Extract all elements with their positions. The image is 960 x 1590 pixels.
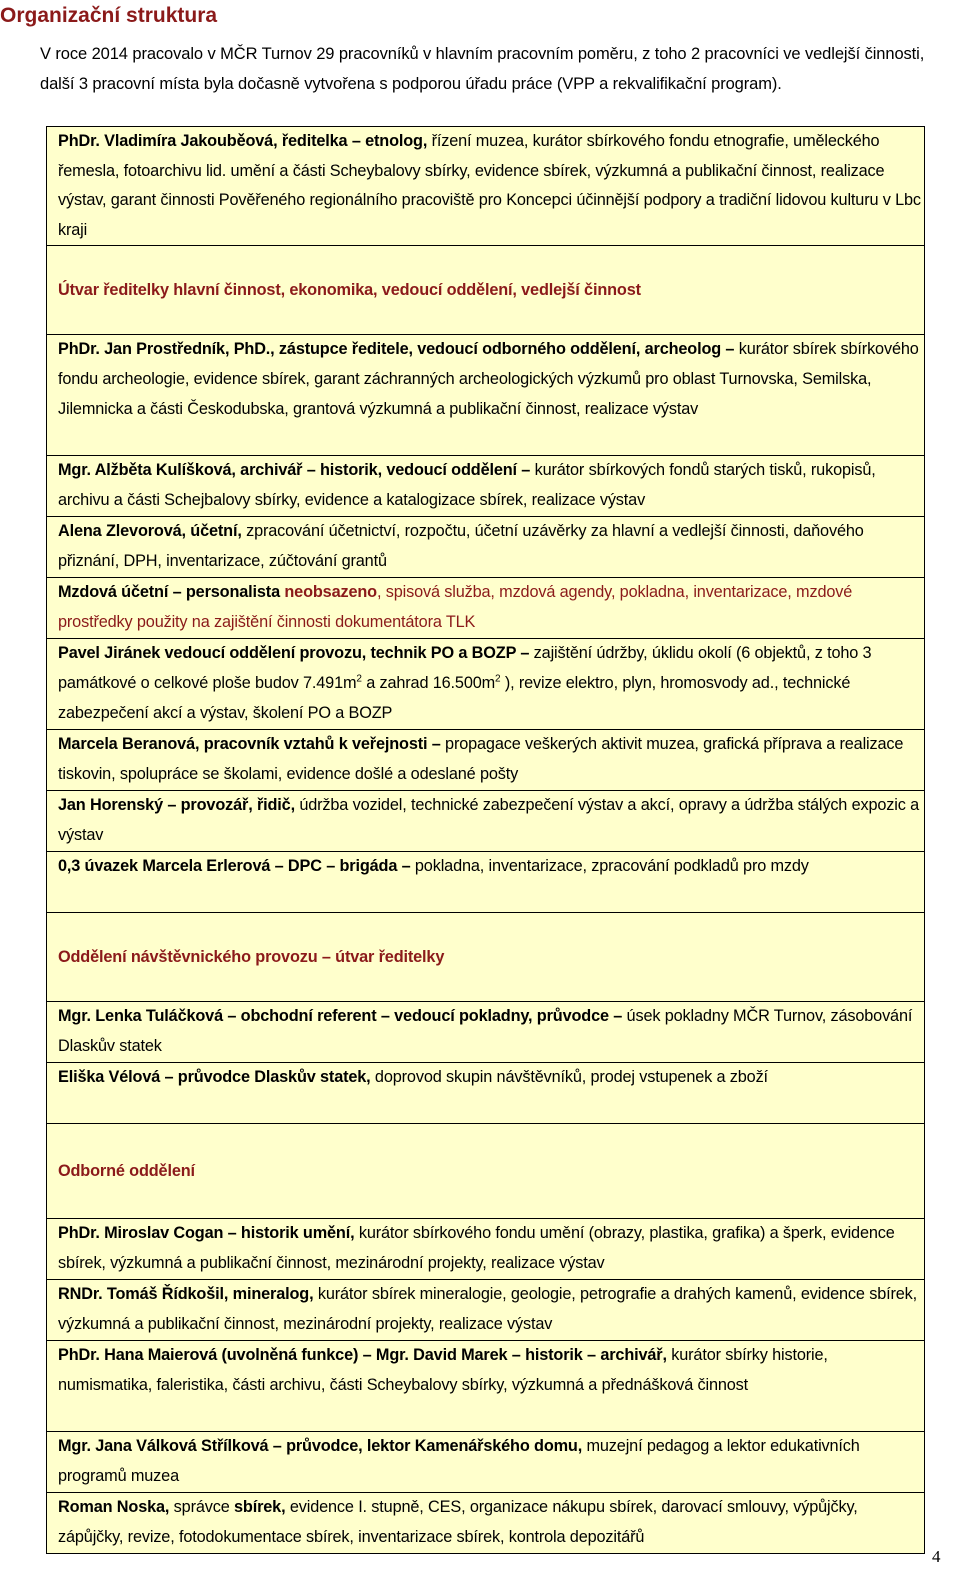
row-pr — [47, 730, 925, 791]
table-row — [47, 1341, 925, 1432]
staff-name: PhDr. Vladimíra Jakouběová, ředitelka – etnolog, — [58, 132, 428, 150]
section-heading: Útvar ředitelky hlavní činnost, ekonomika, vedoucí oddělení, vedlejší činnost — [58, 280, 641, 299]
row-accountant — [47, 517, 925, 578]
staff-duties: kurátor sbírek sbírkového fondu archeologie, evidence sbírek, garant záchranných archeologických výzkumů pro oblast Turnovska, Semilska, Jilemnicka a části Českodubska, grantová výzkumná a publikační činnost, realizace výstav — [58, 340, 919, 418]
row-director — [47, 127, 925, 246]
row-historian — [47, 1341, 925, 1432]
superscript: 2 — [495, 673, 501, 685]
section-heading: Odborné oddělení — [58, 1161, 195, 1180]
staff-duties: doprovod skupin návštěvníků, prodej vstupenek a zboží — [370, 1068, 768, 1087]
section-heading: Oddělení návštěvnického provozu – útvar ředitelky — [58, 947, 445, 966]
row-collections — [47, 1493, 925, 1554]
staff-duties: řízení muzea, kurátor sbírkového fondu etnografie, uměleckého řemesla, fotoarchivu lid. umění a části Scheybalovy sbírky, evidence sbírek, výzkumná a publikační činnost, realizace výstav, garant činnosti Pověřeného regionálního pracoviště pro Koncepci účinnější podpory a tradiční lidovou kulturu v Lbc kraji — [58, 132, 921, 239]
table-row — [47, 639, 925, 730]
staff-name: RNDr. Tomáš Řídkošil, mineralog, — [58, 1285, 314, 1304]
staff-duties: kurátor sbírkových fondů starých tisků, rukopisů, archivu a části Schejbalovy sbírky, evidence a katalogizace sbírek, realizace výstav — [58, 461, 876, 509]
staff-name: PhDr. Miroslav Cogan – historik umění, — [58, 1224, 355, 1243]
table-row — [47, 246, 925, 335]
staff-name: Jan Horenský – provozář, řidič, — [58, 796, 295, 815]
row-operations — [47, 639, 925, 730]
staff-duties: muzejní pedagog a lektor edukativních programů muzea — [58, 1437, 860, 1485]
table-row — [47, 456, 925, 517]
row-lecturer — [47, 1432, 925, 1493]
table-row — [47, 913, 925, 1002]
table-row — [47, 335, 925, 456]
staff-duties: propagace veškerých aktivit muzea, grafická příprava a realizace tiskovin, spolupráce se školami, evidence došlé a odeslané pošty — [58, 735, 904, 783]
staff-name: Mgr. Alžběta Kulíšková, archivář – historik, vedoucí oddělení – — [58, 461, 531, 480]
table-row — [47, 1280, 925, 1341]
staff-duties: zajištění údržby, úklidu okolí (6 objektů, z toho 3 památkové o celkové ploše budov 7.491m — [58, 644, 872, 692]
row-deputy — [47, 335, 925, 456]
row-brigade — [47, 852, 925, 913]
table-row — [47, 1432, 925, 1493]
section-heading-visitor — [47, 913, 925, 1002]
staff-name: PhDr. Jan Prostředník, PhD., zástupce ředitele, vedoucí odborného oddělení, archeolog – — [58, 340, 735, 359]
staff-name: PhDr. Hana Maierová (uvolněná funkce) – Mgr. David Marek – historik – archivář, — [58, 1346, 667, 1365]
row-archivist — [47, 456, 925, 517]
table-row — [47, 1219, 925, 1280]
staff-name: Marcela Beranová, pracovník vztahů k veřejnosti – — [58, 735, 441, 754]
staff-duties: kurátor sbírkového fondu umění (obrazy, plastika, grafika) a šperk, evidence sbírek, výzkumná a publikační činnost, mezinárodní projekty, realizace výstav — [58, 1224, 895, 1272]
staff-duties: zpracování účetnictví, rozpočtu, účetní uzávěrky za hlavní a vedlejší činnosti, daňového přiznání, DPH, inventarizace, zúčtování grantů — [58, 522, 864, 570]
staff-duties: správce — [169, 1498, 235, 1517]
page-title: Organizační struktura — [0, 4, 218, 27]
table-row — [47, 1124, 925, 1219]
section-heading-professional — [47, 1124, 925, 1219]
table-row — [47, 791, 925, 852]
superscript: 2 — [356, 673, 362, 685]
row-driver — [47, 791, 925, 852]
intro-paragraph: V roce 2014 pracovalo v MČR Turnov 29 pracovníků v hlavním pracovním poměru, z toho 2 pracovníci ve vedlejší činnosti, další 3 pracovní místa byla dočasně vytvořena s podporou úřadu práce (VPP a rekvalifikační program). — [40, 45, 925, 93]
staff-duties: ), revize elektro, plyn, hromosvody ad., technické zabezpečení akcí a výstav, školení PO a BOZP — [58, 673, 851, 722]
table-row — [47, 1002, 925, 1063]
row-mineralogist — [47, 1280, 925, 1341]
staff-duties: kurátor sbírky historie, numismatika, faleristika, části archivu, části Scheybalovy sbírky, výzkumná a přednášková činnost — [58, 1346, 828, 1394]
row-guide — [47, 1063, 925, 1124]
table-row — [47, 730, 925, 791]
staff-duties: , spisová služba, mzdová agendy, pokladna, inventarizace, mzdové prostředky použity na zajištění činnosti dokumentátora TLK — [58, 583, 853, 631]
staff-name: Eliška Vélová – průvodce Dlaskův statek, — [58, 1068, 371, 1087]
row-art-historian — [47, 1219, 925, 1280]
org-structure-table — [46, 126, 925, 1554]
staff-name: Mzdová účetní – personalista — [58, 583, 280, 602]
staff-duties: kurátor sbírek mineralogie, geologie, petrografie a drahých kamenů, evidence sbírek, výzkumná a publikační činnost, mezinárodní projekty, realizace výstav — [58, 1285, 918, 1333]
staff-duties: evidence I. stupně, CES, organizace nákupu sbírek, darovací smlouvy, výpůjčky, zápůjčky, revize, fotodokumentace sbírek, inventarizace sbírek, kontrola depozitářů — [58, 1498, 858, 1546]
section-heading-director-unit — [47, 246, 925, 335]
table-row — [47, 1493, 925, 1554]
row-payroll — [47, 578, 925, 639]
row-cashier — [47, 1002, 925, 1063]
staff-role: sbírek, — [234, 1498, 286, 1517]
staff-name: Mgr. Jana Válková Střílková – průvodce, lektor Kamenářského domu, — [58, 1437, 583, 1456]
staff-duties: a zahrad 16.500m — [361, 673, 496, 692]
staff-duties: pokladna, inventarizace, zpracování podkladů pro mzdy — [410, 857, 809, 876]
vacancy-note: neobsazeno — [280, 583, 377, 602]
staff-name: Alena Zlevorová, účetní, — [58, 522, 242, 541]
staff-duties: úsek pokladny MČR Turnov, zásobování Dlaskův statek — [58, 1007, 913, 1055]
staff-name: Mgr. Lenka Tuláčková – obchodní referent – vedoucí pokladny, průvodce – — [58, 1007, 623, 1026]
staff-name: Pavel Jiránek vedoucí oddělení provozu, technik PO a BOZP – — [58, 644, 530, 663]
table-row — [47, 1063, 925, 1124]
table-row — [47, 517, 925, 578]
table-row — [47, 127, 925, 246]
staff-name: 0,3 úvazek Marcela Erlerová – DPC – brigáda – — [58, 857, 411, 876]
staff-name: Roman Noska, — [58, 1498, 170, 1517]
staff-duties: údržba vozidel, technické zabezpečení výstav a akcí, opravy a údržba stálých expozic a výstav — [58, 796, 920, 844]
table-row — [47, 852, 925, 913]
page-number: 4 — [932, 1547, 941, 1566]
table-row — [47, 578, 925, 639]
